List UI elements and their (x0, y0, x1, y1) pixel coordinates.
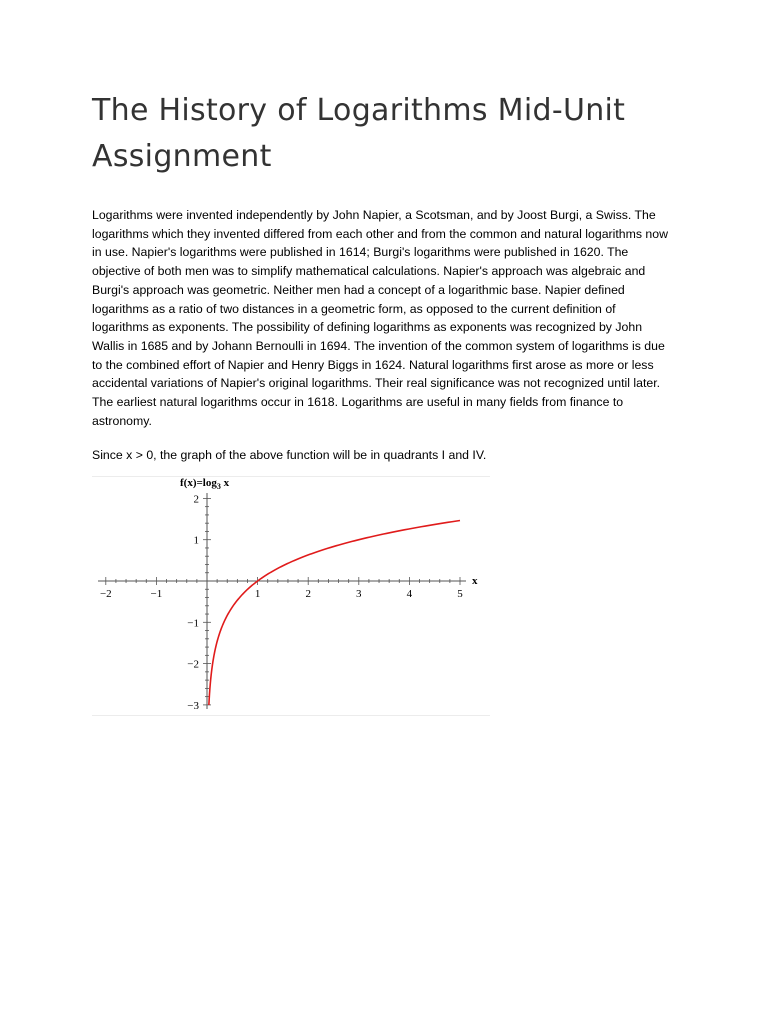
body-paragraph: Logarithms were invented independently by John Napier, a Scotsman, and by Joost Burgi, a Swiss. The logarithms which they invented differed from each other and from the common and natural logarithms now in use. Napier's logarithms were published in 1614; Burgi's logarithms were published in 1620. The objective of both men was to simplify mathematical calculations. Napier's approach was algebraic and Burgi's approach was geometric. Neither men had a concept of a logarithmic base. Napier defined logarithms as a ratio of two distances in a geometric form, as opposed to the current definition of logarithms as exponents. The possibility of defining logarithms as exponents was recognized by John Wallis in 1685 and by Johann Bernoulli in 1694. The invention of the common system of logarithms is due to the combined effort of Napier and Henry Biggs in 1624. Natural logarithms first arose as more or less accidental variations of Napier's original logarithms. Their real significance was not recognized until later. The earliest natural logarithms occur in 1618. Logarithms are useful in many fields from finance to astronomy. (92, 208, 668, 428)
x-axis-label: x (472, 575, 478, 587)
x-tick-label: 2 (305, 588, 311, 600)
y-tick-label: −2 (187, 658, 199, 671)
x-tick-label: 5 (457, 588, 463, 600)
y-tick-label: −1 (187, 617, 199, 630)
function-label (180, 477, 230, 491)
x-tick-label: 3 (356, 588, 362, 600)
function-label-suffix: x (220, 477, 230, 489)
log-curve-line (209, 521, 460, 705)
y-tick-label: 1 (193, 534, 199, 547)
page-title: The History of Logarithms Mid-Unit Assignment (92, 93, 626, 174)
curve-layer (209, 521, 460, 705)
function-label-prefix: f(x)=log (180, 477, 217, 489)
x-tick-label: −1 (150, 588, 163, 600)
log-graph-figure (92, 476, 490, 716)
x-tick-label: 1 (254, 588, 261, 600)
axes (98, 493, 466, 709)
x-tick-label: −2 (99, 588, 112, 600)
graph-caption: Since x > 0, the graph of the above function will be in quadrants I and IV. (92, 448, 487, 462)
tick-labels (100, 493, 463, 712)
x-tick-label: 4 (406, 588, 413, 600)
y-tick-label: −3 (187, 699, 199, 712)
function-label-base: 3 (216, 482, 221, 491)
log-chart (92, 477, 490, 715)
y-tick-label: 2 (193, 493, 199, 506)
